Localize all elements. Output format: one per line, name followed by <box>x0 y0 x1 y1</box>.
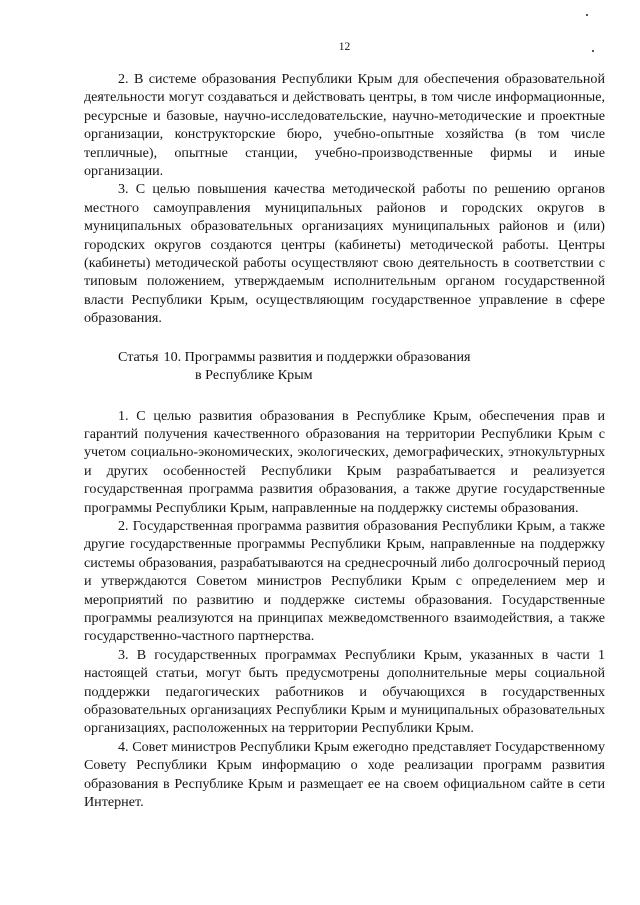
paragraph-3-methodical-centers: 3. С целью повышения качества методической работы по решению органов местного самоуправления муниципальных районов и городских округов в муниципальных образовательных организациях муниципальных районов и (или) городских округов создаются центры (кабинеты) методической работы. Центры (кабинеты) методической работы осуществляют свою деятельность в соответствии с типовым положением, утверждаемым исполнительным органом государственной власти Республики Крым, осуществляющим государственное управление в сфере образования. <box>84 181 605 327</box>
article-heading-line-2: в Республике Крым <box>195 367 313 384</box>
article-number-title: 10. Программы развития и поддержки образования <box>163 348 471 365</box>
paragraph-2-centers: 2. В системе образования Республики Крым для обеспечения образовательной деятельности могут создаваться и действовать центры, в том числе информационные, ресурсные и базовые, научно-исследовательские, научно-методические и проектные организации, конструкторские бюро, учебно-опытные хозяйства (в том числе тепличные), опытные станции, учебно-производственные фирмы и иные организации. <box>84 71 605 180</box>
article-10-paragraph-2: 2. Государственная программа развития образования Республики Крым, а также другие государственные программы Республики Крым, направленные на поддержку системы образования, разрабатываются на среднесрочный либо долгосрочный период и утверждаются Советом министров Республики Крым с определением мер и мероприятий по развитию и поддержке системы образования. Государственные программы реализуются на принципах межведомственного взаимодействия, а также государственно-частного партнерства. <box>84 517 605 645</box>
article-10-heading <box>84 348 605 385</box>
scan-speck <box>592 50 594 52</box>
article-10-paragraph-4: 4. Совет министров Республики Крым ежегодно представляет Государственному Совету Республики Крым информацию о ходе реализации программ развития образования в Республике Крым и размещает ее на своем официальном сайте в сети Интернет. <box>84 738 605 811</box>
article-label: Статья <box>118 348 159 365</box>
page-number: 12 <box>338 41 351 53</box>
article-10-paragraph-1: 1. С целью развития образования в Республике Крым, обеспечения прав и гарантий получения качественного образования на территории Республики Крым с учетом социально-экономических, экологических, демографических, этнокультурных и других особенностей Республики Крым разрабатывается и реализуется государственная программа развития образования, а также другие государственные программы Республики Крым, направленные на поддержку системы образования. <box>84 407 605 516</box>
article-10-paragraph-3: 3. В государственных программах Республики Крым, указанных в части 1 настоящей статьи, могут быть предусмотрены дополнительные меры социальной поддержки педагогических работников и обучающихся в государственных образовательных организациях Республики Крым и муниципальных образовательных организациях, расположенных на территории Республики Крым. <box>84 646 605 737</box>
scan-speck <box>586 14 588 16</box>
article-heading-line-1 <box>84 348 605 366</box>
